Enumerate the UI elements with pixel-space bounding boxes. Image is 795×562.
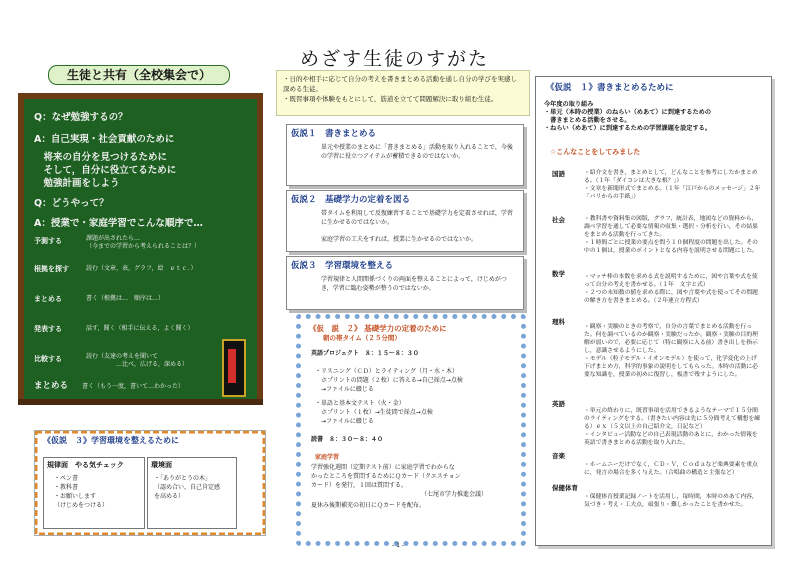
subject-label: 理科 (552, 318, 565, 326)
step-text: 書く（根拠は… 順序は…） (86, 295, 165, 302)
board-line: 勉強計画をしよう (34, 178, 120, 189)
step-label: まとめる (34, 381, 69, 391)
hypothesis3-box (34, 430, 266, 536)
frame-line: カード）を発行，１回は質問する。 (311, 482, 408, 489)
hypothesis2-box (286, 190, 524, 252)
tried-heading: ☆こんなことをしてみました (550, 148, 641, 156)
hypothesis2-frame (296, 314, 526, 546)
subject-text: ・マッチ棒の本数を求める式を説明するために，図や言葉や式を使って自分の考えを書かせる。（１年 文字と式） ・２つの未知数の値を求める際に，図や言葉や式を使ってその問題の解き方を書きまとめる。（２年連立方程式） (584, 274, 758, 304)
frame-line: 学習強化週間（定期テスト前）に家庭学習でわからな (311, 464, 455, 471)
step-text: 課題が出されたら… （今までの学習から考えられることは？） (86, 235, 201, 250)
subject-text: ・単元の終わりに，既習事項を活用できるようなテーマで１５分間のライティングをする。（書きたい内容は先に５分間考えて構想を練る）ｅｘ（５文以上の自己紹介文，日記など） ・インタビュー活動などの自己表現活動のあとに，わかった情報を英語で書きまとめる活動を取り入れた。 (584, 408, 761, 446)
frame-line: 読書 ８：３０～８：４０ (311, 436, 384, 443)
environment-heading: 環境面 (151, 461, 172, 469)
eraser-stripe (228, 349, 236, 383)
step-text: 読む（文章，表，グラフ，絵 ｅｔｃ．） (86, 265, 197, 272)
subject-text: ・ホームニーだけでなく，ＣＤ・Ｖ，Ｃｏｄａなど楽典要素を重点に，発言の場合を多く与えた。（合唱曲の構造と主張など） (584, 462, 758, 476)
subject-label: 音楽 (552, 452, 565, 460)
step-label: 発表する (34, 325, 62, 333)
blackboard-surface (24, 99, 257, 399)
hypothesis3-title: 《仮説 ３》学習環境を整えるために (43, 436, 179, 445)
hypothesis3-card-body: 学習規律と人間関係づくりの両面を整えることによって，けじめがつき，学習に臨む姿勢が整うのではないか。 (321, 276, 507, 292)
environment-box (147, 457, 237, 529)
board-line: A：授業で・家庭学習でこんな順序で… (34, 218, 203, 229)
frame-line: ホプリントの問題（２枚）に答える→自己採点→点検 (315, 377, 463, 384)
share-banner: 生徒と共有（全校集会で） (48, 65, 230, 85)
hypothesis2-title: 仮説２ 基礎学力の定着を図る (291, 195, 411, 205)
frame-line: 英語プロジェクト ８：１５～８：３０ (311, 350, 419, 357)
page-title: めざす生徒のすがた (300, 48, 490, 70)
discipline-item: （けじめをつける） (54, 502, 109, 509)
hypothesis2-body: 家庭学習の工夫をすれば，授業に生かせるのではないか。 (321, 236, 478, 243)
discipline-item: ・お願いします (54, 493, 97, 500)
frame-title: 《仮 説 ２》 基礎学力の定着のために (309, 324, 447, 333)
environment-item: ・「ありがとうの木」 (154, 475, 212, 482)
frame-line: →ファイルに綴じる (315, 418, 374, 425)
step-text: 書く（もう一度，書いて…わかった） (82, 383, 185, 390)
board-line: Q：どうやって？ (34, 198, 109, 209)
step-text: 読む（友達の考えを聞いて …比べ，広げる，深める） (86, 353, 189, 368)
chalk-ledge (18, 399, 263, 405)
subject-label: 英語 (552, 400, 565, 408)
board-line: Q：なぜ勉強するの？ (34, 112, 128, 123)
hypothesis1-box (286, 124, 524, 186)
step-label: まとめる (34, 295, 62, 303)
frame-line: かったところを質問するためにＱカード（クエスチョン (311, 473, 461, 480)
discipline-heading: 規律面 やる気チェック (47, 461, 124, 469)
environment-item: を高める） (154, 493, 185, 500)
goal-note: ・日的や相手に応じて自分の考えを書きまとめる活動を通し自分の学びを実感し深める生徒。 ・既習事項や体験をもとにして，筋道を立てて問題解決に取り組む生徒。 (276, 70, 530, 116)
blackboard (18, 93, 263, 405)
step-text: 話す，聞く（相手に伝える，よく聞く） (86, 325, 194, 332)
frame-line: →ファイルに綴じる (315, 386, 374, 393)
subject-label: 保健体育 (552, 484, 578, 492)
frame-line: ・単語と基本文テスト（火・金） (315, 400, 405, 407)
board-line: そして，自分に役立てるために (34, 165, 177, 176)
discipline-item: ・教科書 (54, 484, 79, 491)
hypothesis1-title: 仮説１ 書きまとめる (291, 129, 377, 139)
frame-line: ホプリント（１枚）→生徒間で採点→点検 (315, 409, 433, 416)
frame-credit: （七尾市学力推進会議） (421, 491, 488, 498)
discipline-box (43, 457, 145, 529)
hypothesis1-panel-title: 《仮説 １》書きまとめるために (546, 83, 674, 93)
environment-item: （認め合い，自己肯定感 (154, 484, 221, 491)
hypothesis1-body: 単元や授業のまとめに「書きまとめる」活動を取り入れることで，今後の学習に役立つアイテムが蓄積できるのではないか。 (321, 144, 513, 160)
subject-label: 社会 (552, 216, 565, 224)
subject-text: ・保健体育授業記録ノートを活用し，毎時間，本時のめあて内容，気づき・考え・工夫点，頑張り・難しかったことを書かせた。 (584, 494, 758, 508)
subject-text: ・教科書や資料集の図版，グラフ，統計表，地図などの資料から，調べ学習を通して必要な情報の収集・選択・分析を行い，その結果をまとめる活動を行ってきた。 ・１時間ごとに授業の要点を問う１０個程度の問題を出した。その中の１個は，授業のポイントとなる内容を説明させる問題にした。 (584, 216, 758, 254)
frame-line: 家庭学習 (315, 454, 340, 461)
subject-label: 国語 (552, 170, 565, 178)
initiative-text: 今年度の取り組み ・単元（本時の授業）のねらい（めあて）に到達するための 書きまとめる活動をさせる。 ・ねらい（めあて）に到達するための学習課題を設定する。 (544, 101, 712, 132)
subject-text: ・紹介文を書き，まとめとして，どんなことを参考にしたかまとめる。（１年「ダイコンは大きな根？」） ・文章を新聞形式でまとめる。（１年「江戸からのメッセージ」２年「パリからの手紙」） (584, 170, 761, 200)
frame-line: ・リスニング（ＣＤ）とライティング（月・水・木） (315, 368, 458, 375)
frame-subtitle: 朝の帯タイム（２５分間） (323, 334, 401, 342)
step-label: 予測する (34, 237, 62, 245)
hypothesis2-body: 帯タイムを利用して反復練習することで基礎学力を定着させれば，学習に生かせるのではないか。 (321, 210, 513, 226)
hypothesis1-panel (535, 76, 772, 546)
subject-text: ・観察・実験のときの考察で，自分の言葉でまとめる活動を行った。何を調べているのか観察・実験だったか，観察・実験の目的理解が弱いので，必要に応じて（特に観察に入る前）書き出しを指示し，意識させるようにした。 ・モデル（粒子モデル・イオンモデル）を使って，化学変化の上げ下げまとめ方，科学的事象の説明をしてもらった。本時の活動に必要な知識を，授業の初めに復習し，板書で残すようにした。 (584, 324, 758, 378)
subject-label: 数学 (552, 270, 565, 278)
board-line: 将来の自分を見つけるために (34, 152, 168, 163)
board-line: A：自己実現・社会貢献のために (34, 134, 175, 145)
hypothesis3-card (286, 256, 524, 310)
discipline-item: ・ペン書 (54, 475, 79, 482)
hypothesis3-card-title: 仮説３ 学習環境を整える (291, 261, 394, 271)
step-label: 比較する (34, 355, 62, 363)
frame-line: 夏休み後期補充の初日にＱカードを配布。 (311, 502, 426, 509)
step-label: 根拠を探す (34, 265, 69, 273)
page-number: - 1 - (392, 542, 404, 549)
